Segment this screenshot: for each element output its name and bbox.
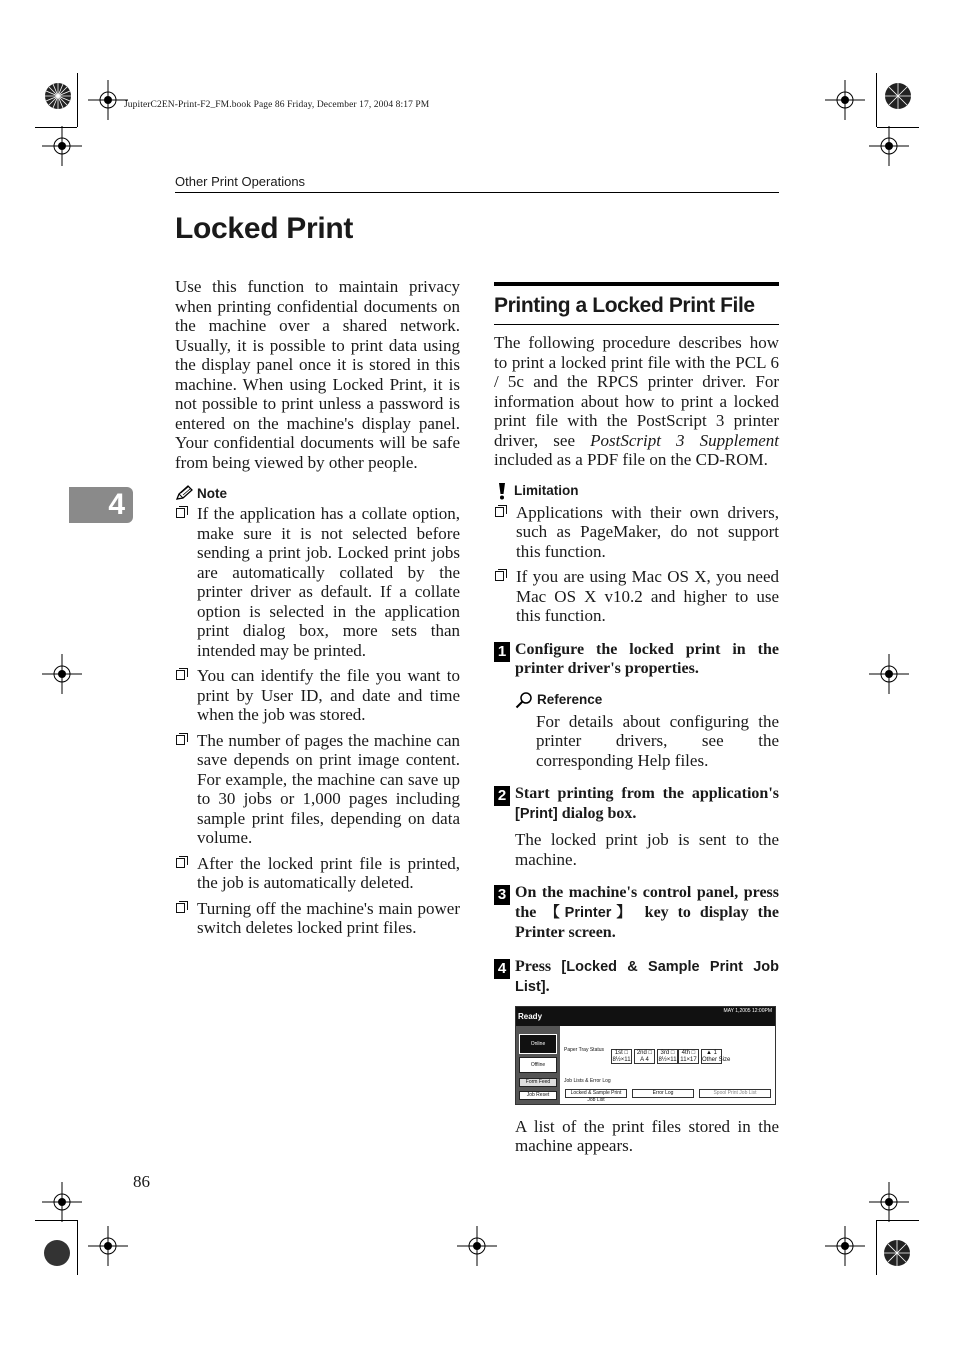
panel-ready-text: Ready	[518, 1011, 543, 1021]
header-rule	[175, 192, 779, 193]
locked-sample-list-button: Locked & Sample Print Job List	[565, 1089, 627, 1098]
crosshair-icon	[869, 654, 909, 694]
registration-target-icon	[877, 1233, 917, 1273]
step-1	[494, 640, 779, 771]
step-number: 1	[494, 642, 510, 662]
online-button: Online	[519, 1034, 557, 1054]
note-heading	[175, 485, 460, 501]
manual-reference: PostScript 3 Supplement	[590, 430, 779, 450]
tray-3: 3rd □ 8½×11	[658, 1049, 677, 1063]
right-column	[494, 282, 779, 1156]
tray-4: 4th □ 11×17	[678, 1049, 699, 1064]
display-panel-screenshot	[515, 1006, 776, 1105]
crosshair-icon	[88, 1226, 128, 1266]
crosshair-icon	[88, 80, 128, 120]
chapter-number: 4	[108, 488, 125, 521]
list-item: Turning off the machine's main power switch deletes locked print files.	[175, 899, 460, 938]
step-number: 2	[494, 786, 510, 806]
spool-job-list-button: Spool Print Job List	[699, 1089, 771, 1098]
crosshair-icon	[42, 1182, 82, 1222]
magnifier-icon	[515, 691, 533, 709]
registration-target-icon	[38, 76, 78, 116]
reference-text: For details about configuring the printer drivers, see the corresponding Help files.	[536, 711, 779, 770]
list-item: Applications with their own drivers, such as PageMaker, do not support this function.	[494, 503, 779, 562]
crosshair-icon	[42, 126, 82, 166]
tray-1: 1st □ 8½×11	[612, 1049, 631, 1063]
section-title: Printing a Locked Print File	[494, 294, 755, 317]
pencil-icon	[175, 485, 193, 501]
step-3	[494, 883, 779, 943]
error-log-button: Error Log	[632, 1089, 694, 1098]
note-list	[175, 504, 460, 938]
step-text: Press [Locked & Sample Print Job List].	[515, 957, 779, 995]
crosshair-icon	[869, 1182, 909, 1222]
bypass-tray: ▲ 1 Other Size	[702, 1049, 731, 1063]
crosshair-icon	[825, 1226, 865, 1266]
panel-datetime: MAY 1,2005 12:00PM	[723, 1007, 772, 1014]
form-feed-button: Form Feed	[519, 1078, 557, 1087]
section-heading-box	[494, 282, 779, 325]
section-intro: The following procedure describes how to print a locked print file with the PCL 6 / 5c and the RPCS printer driver. For information about how to print a locked print file with the PostScript 3 printer driver, see PostScript 3 Supplement included as a PDF file on the CD-ROM.	[494, 333, 779, 469]
registration-target-icon	[878, 76, 918, 116]
print-key: [Print]	[515, 805, 558, 822]
page-title: Locked Print	[175, 212, 354, 245]
step-4	[494, 957, 779, 1156]
reference-heading	[515, 691, 779, 709]
limitation-heading	[494, 482, 779, 500]
step-text: On the machine's control panel, press the 【Printer】 key to display the Printer screen.	[515, 884, 779, 941]
step-2	[494, 784, 779, 869]
job-lists-label: Job Lists & Error Log	[564, 1077, 611, 1084]
step-result: A list of the print files stored in the machine appears.	[515, 1116, 779, 1155]
crosshair-icon	[457, 1226, 497, 1266]
list-item: After the locked print file is printed, the job is automatically deleted.	[175, 854, 460, 893]
panel-side-buttons	[516, 1026, 560, 1104]
step-number: 4	[494, 959, 510, 979]
list-item: If the application has a collate option, make sure it is not selected before sending a print job. Locked print jobs are automatically collated by the printer driver as default. If a collate option is selected in the application print dialog box, more sets than intended may be printed.	[175, 504, 460, 660]
limitation-label: Limitation	[514, 483, 579, 498]
exclamation-icon	[494, 482, 510, 500]
reference-label: Reference	[537, 692, 603, 707]
job-reset-button: Job Reset	[519, 1091, 557, 1100]
book-info-line: JupiterC2EN-Print-F2_FM.book Page 86 Friday, December 17, 2004 8:17 PM	[124, 100, 430, 110]
registration-target-icon	[37, 1233, 77, 1273]
crosshair-icon	[869, 126, 909, 166]
step-number: 3	[494, 885, 510, 905]
limitation-list	[494, 503, 779, 626]
list-item: If you are using Mac OS X, you need Mac OS X v10.2 and higher to use this function.	[494, 567, 779, 626]
intro-paragraph: Use this function to maintain privacy when printing confidential documents on the machine over a shared network. Usually, it is possible to print data using the display panel once it is stored in this machine. When using Locked Print, it is not possible to print unless a password is entered on the machine's display panel. Your confidential documents will be safe from being viewed by other people.	[175, 277, 460, 472]
step-text: Configure the locked print in the printer driver's properties.	[515, 640, 779, 677]
step-text: Start printing from the application's [Print] dialog box.	[515, 785, 779, 822]
chapter-tab	[69, 487, 133, 523]
panel-status-bar	[516, 1007, 775, 1026]
tray-2: 2nd □ A 4	[634, 1049, 655, 1064]
page-number: 86	[133, 1172, 150, 1191]
locked-job-list-key: [Locked & Sample Print Job List]	[515, 958, 779, 995]
crosshair-icon	[42, 654, 82, 694]
list-item: You can identify the file you want to print by User ID, and date and time when the job was stored.	[175, 666, 460, 725]
paper-tray-status-label: Paper Tray Status	[564, 1046, 605, 1053]
printer-key: 【Printer】	[545, 904, 636, 921]
left-column	[175, 277, 460, 938]
list-item: The number of pages the machine can save depends on print image content. For example, the machine can save up to 30 jobs or 1,000 pages including sample print files, depending on data volume.	[175, 731, 460, 848]
crosshair-icon	[825, 80, 865, 120]
running-head: Other Print Operations	[175, 174, 306, 189]
note-label: Note	[197, 485, 227, 501]
step-result: The locked print job is sent to the machine.	[515, 830, 779, 869]
offline-button: Offline	[519, 1057, 557, 1073]
